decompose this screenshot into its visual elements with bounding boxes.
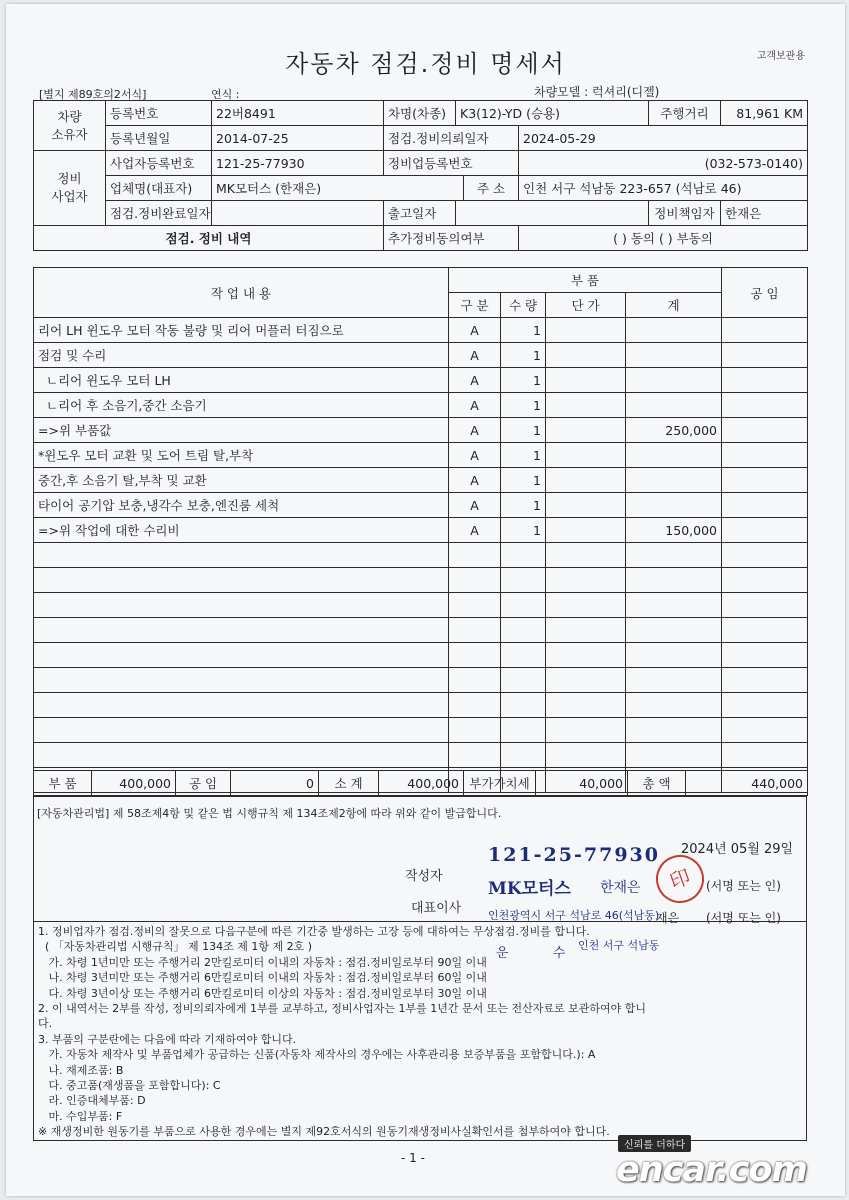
summary-label: 점검. 정비 내역 (34, 226, 384, 251)
form-number: [별지 제89호의2서식] (39, 88, 147, 101)
request-date: 2024-05-29 (519, 126, 808, 151)
encar-badge: 신뢰를 더하다 (618, 1135, 691, 1152)
stamp-biz-number: 121-25-77930 (488, 844, 660, 866)
consent-value: ( ) 동의 ( ) 부동의 (519, 226, 808, 251)
item-unit (546, 618, 626, 643)
item-unit (546, 693, 626, 718)
item-unit (546, 643, 626, 668)
item-work (34, 643, 449, 668)
item-row (34, 443, 808, 468)
item-row (34, 643, 808, 668)
item-kind (449, 668, 501, 693)
item-row (34, 493, 808, 518)
note-line: ※ 재생정비한 원동기를 부품으로 사용한 경우에는 별지 제92호서식의 원동기재생정비사실확인서를 첨부하여야 합니다. (38, 1125, 610, 1139)
doc-title: 자동차 점검.정비 명세서 (285, 50, 566, 78)
item-kind (449, 693, 501, 718)
item-row (34, 668, 808, 693)
note-line: 가. 차령 1년미만 또는 주행거리 2만킬로미터 이내의 자동차 : 점검.정비일로부터 90일 이내 (38, 955, 487, 969)
item-work (34, 743, 449, 768)
item-unit (546, 568, 626, 593)
item-work: ㄴ리어 후 소음기,중간 소음기 (34, 393, 449, 418)
request-date-label: 점검.정비의뢰일자 (384, 126, 519, 151)
item-unit (546, 493, 626, 518)
reg-date-label: 등록년월일 (106, 126, 212, 151)
item-kind (449, 568, 501, 593)
reg-date: 2014-07-25 (212, 126, 384, 151)
item-unit (546, 543, 626, 568)
item-kind: A (449, 343, 501, 368)
item-row (34, 718, 808, 743)
notes (38, 924, 804, 1140)
item-total (626, 693, 722, 718)
consent-label: 추가정비동의여부 (384, 226, 519, 251)
item-work: 타이어 공기압 보충,냉각수 보충,엔진룸 세척 (34, 493, 449, 518)
document-page (6, 4, 845, 1196)
item-labor (722, 368, 808, 393)
item-row (34, 568, 808, 593)
mileage-label: 주행거리 (649, 101, 721, 126)
out-date-label: 출고일자 (384, 201, 456, 226)
item-qty (501, 693, 546, 718)
year-label: 연식 : (211, 88, 240, 101)
item-total: 150,000 (626, 518, 722, 543)
total-header: 계 (626, 293, 722, 318)
item-row (34, 368, 808, 393)
item-labor (722, 668, 808, 693)
item-qty: 1 (501, 393, 546, 418)
item-work: =>위 작업에 대한 수리비 (34, 518, 449, 543)
manager: 한재은 (721, 201, 808, 226)
item-total: 250,000 (626, 418, 722, 443)
item-unit (546, 443, 626, 468)
item-kind: A (449, 318, 501, 343)
item-row (34, 343, 808, 368)
item-total (626, 443, 722, 468)
company: MK모터스 (한재은) (212, 176, 464, 201)
item-unit (546, 518, 626, 543)
address-label: 주 소 (464, 176, 519, 201)
item-qty: 1 (501, 493, 546, 518)
item-kind (449, 593, 501, 618)
grand-total-label: 총 액 (628, 771, 686, 796)
stamp-name: 한재은 (600, 880, 641, 896)
labor-total-label: 공 임 (176, 771, 231, 796)
item-qty: 1 (501, 468, 546, 493)
item-labor (722, 518, 808, 543)
item-labor (722, 618, 808, 643)
item-labor (722, 643, 808, 668)
shop-reg-label: 정비업등록번호 (384, 151, 519, 176)
item-qty: 1 (501, 368, 546, 393)
manager-label: 정비책임자 (649, 201, 721, 226)
item-labor (722, 718, 808, 743)
parts-total-label: 부 품 (34, 771, 92, 796)
item-kind (449, 543, 501, 568)
stamp-overlay: 인천 서구 석남동 (578, 939, 660, 952)
item-qty: 1 (501, 518, 546, 543)
vat: 40,000 (536, 771, 628, 796)
note-line: 다. 차령 3년이상 또는 주행거리 6만킬로미터 이상의 자동차 : 점검.정비일로부터 30일 이내 (38, 986, 487, 1000)
item-qty (501, 643, 546, 668)
work-header: 작 업 내 용 (34, 268, 449, 318)
labor-header: 공 임 (722, 268, 808, 318)
item-row (34, 618, 808, 643)
item-qty (501, 593, 546, 618)
item-unit (546, 318, 626, 343)
item-unit (546, 743, 626, 768)
item-work (34, 668, 449, 693)
qty-header: 수 량 (501, 293, 546, 318)
item-unit (546, 393, 626, 418)
note-line: 다. 중고품(재생품을 포함합니다): C (38, 1079, 221, 1093)
vehicle-section-label: 차량 소유자 (34, 101, 106, 151)
item-kind: A (449, 368, 501, 393)
biz-no-label: 사업자등록번호 (106, 151, 212, 176)
parts-header: 부 품 (449, 268, 722, 293)
note-line: 2. 이 내역서는 2부를 작성, 정비의뢰자에게 1부를 교부하고, 정비사업자는 1부를 1년간 문서 또는 전산자료로 보관하여야 합니 (38, 1002, 646, 1016)
company-seal: 印 (649, 848, 711, 910)
item-unit (546, 593, 626, 618)
item-total (626, 718, 722, 743)
writer-label: 작성자 (405, 869, 443, 884)
items-table (33, 267, 808, 793)
done-date-label: 점검.정비완료일자 (106, 201, 212, 226)
info-table (33, 100, 808, 251)
item-row (34, 318, 808, 343)
mileage: 81,961 KM (721, 101, 808, 126)
item-row (34, 743, 808, 768)
shop-phone: (032-573-0140) (519, 151, 808, 176)
parts-total: 400,000 (92, 771, 176, 796)
totals-table (33, 770, 808, 796)
encar-watermark: encar.com (616, 1150, 807, 1190)
item-unit (546, 668, 626, 693)
item-row (34, 393, 808, 418)
issue-date: 2024년 05월 29일 (681, 842, 794, 857)
page-number: - 1 - (401, 1151, 425, 1165)
item-row (34, 693, 808, 718)
stamp-company: MK모터스 (488, 879, 571, 899)
item-row (34, 468, 808, 493)
item-work (34, 568, 449, 593)
item-kind: A (449, 518, 501, 543)
item-unit (546, 343, 626, 368)
sign-hint-1: (서명 또는 인) (706, 879, 781, 893)
item-qty (501, 543, 546, 568)
item-qty (501, 618, 546, 643)
note-line: 라. 인증대체부품: D (38, 1094, 146, 1108)
subtotal: 400,000 (379, 771, 464, 796)
rep-name: 재은 (656, 911, 680, 925)
item-work (34, 543, 449, 568)
item-work: =>위 부품값 (34, 418, 449, 443)
item-total (626, 668, 722, 693)
model-label: 차량모델 : 럭셔리(디젤) (534, 85, 660, 99)
item-labor (722, 418, 808, 443)
note-line: 3. 부품의 구분란에는 다음에 따라 기재하여야 합니다. (38, 1032, 297, 1046)
item-total (626, 318, 722, 343)
law-note: [자동차관리법] 제 58조제4항 및 같은 법 시행규칙 제 134조제2항에 따라 위와 같이 발급합니다. (37, 807, 502, 820)
item-total (626, 593, 722, 618)
item-row (34, 518, 808, 543)
item-qty: 1 (501, 343, 546, 368)
item-kind (449, 743, 501, 768)
done-date (212, 201, 384, 226)
car-name: K3(12)-YD (승용) (456, 101, 649, 126)
item-kind (449, 643, 501, 668)
item-total (626, 743, 722, 768)
item-kind: A (449, 393, 501, 418)
car-name-label: 차명(차종) (384, 101, 456, 126)
item-work (34, 618, 449, 643)
company-label: 업체명(대표자) (106, 176, 212, 201)
item-unit (546, 468, 626, 493)
item-kind: A (449, 468, 501, 493)
item-work (34, 693, 449, 718)
stamp-extra: 운 수 (496, 946, 586, 961)
item-qty: 1 (501, 443, 546, 468)
note-line: 나. 재제조품: B (38, 1063, 124, 1077)
item-labor (722, 393, 808, 418)
item-kind: A (449, 493, 501, 518)
reg-no: 22버8491 (212, 101, 384, 126)
item-kind (449, 618, 501, 643)
item-total (626, 343, 722, 368)
item-unit (546, 368, 626, 393)
item-work: *윈도우 모터 교환 및 도어 트림 탈,부착 (34, 443, 449, 468)
vat-label: 부가가치세 (464, 771, 536, 796)
item-kind (449, 718, 501, 743)
stamp-address: 인천광역시 서구 석남로 46(석남동) (488, 909, 660, 922)
item-unit (546, 418, 626, 443)
item-work: ㄴ리어 윈도우 모터 LH (34, 368, 449, 393)
item-total (626, 643, 722, 668)
item-work (34, 718, 449, 743)
reg-no-label: 등록번호 (106, 101, 212, 126)
item-total (626, 368, 722, 393)
grand-total: 440,000 (686, 771, 808, 796)
item-labor (722, 568, 808, 593)
sign-hint-2: (서명 또는 인) (706, 911, 781, 925)
out-date (456, 201, 649, 226)
item-total (626, 568, 722, 593)
item-labor (722, 593, 808, 618)
item-total (626, 618, 722, 643)
item-row (34, 418, 808, 443)
item-labor (722, 543, 808, 568)
address: 인천 서구 석남동 223-657 (석남로 46) (519, 176, 808, 201)
note-line: ( 「자동차관리법 시행규칙」 제 134조 제 1항 제 2호 ) (38, 940, 313, 954)
item-total (626, 543, 722, 568)
item-kind: A (449, 418, 501, 443)
item-labor (722, 493, 808, 518)
item-qty (501, 668, 546, 693)
note-line: 마. 수입부품: F (38, 1109, 123, 1123)
copy-label: 고객보관용 (756, 51, 805, 62)
item-work: 리어 LH 윈도우 모터 작동 불량 및 리어 머플러 터짐으로 (34, 318, 449, 343)
item-labor (722, 318, 808, 343)
item-total (626, 393, 722, 418)
item-qty: 1 (501, 418, 546, 443)
item-qty (501, 743, 546, 768)
subtotal-label: 소 계 (319, 771, 379, 796)
note-line: 가. 자동차 제작사 및 부품업체가 공급하는 신품(자동차 제작사의 경우에는 사후관리용 보증부품을 포함합니다.): A (38, 1048, 596, 1062)
item-work: 중간,후 소음기 탈,부착 및 교환 (34, 468, 449, 493)
item-labor (722, 443, 808, 468)
item-total (626, 468, 722, 493)
item-total (626, 493, 722, 518)
item-labor (722, 468, 808, 493)
item-labor (722, 743, 808, 768)
note-line: 나. 차령 3년미만 또는 주행거리 6만킬로미터 이내의 자동차 : 점검.정비일로부터 60일 이내 (38, 971, 487, 985)
note-line: 다. (38, 1017, 53, 1031)
item-qty: 1 (501, 318, 546, 343)
unit-header: 단 가 (546, 293, 626, 318)
item-labor (722, 343, 808, 368)
kind-header: 구 분 (449, 293, 501, 318)
item-row (34, 543, 808, 568)
labor-total: 0 (231, 771, 319, 796)
item-kind: A (449, 443, 501, 468)
item-qty (501, 568, 546, 593)
item-unit (546, 718, 626, 743)
item-row (34, 593, 808, 618)
biz-no: 121-25-77930 (212, 151, 384, 176)
item-labor (722, 693, 808, 718)
shop-section-label: 정비 사업자 (34, 151, 106, 226)
rep-label: 대표이사 (411, 901, 462, 916)
item-work (34, 593, 449, 618)
item-work: 점검 및 수리 (34, 343, 449, 368)
note-line: 1. 정비업자가 점검.정비의 잘못으로 다음구분에 따른 기간중 발생하는 고장 등에 대하여는 무상점검.정비를 합니다. (38, 925, 590, 938)
item-qty (501, 718, 546, 743)
